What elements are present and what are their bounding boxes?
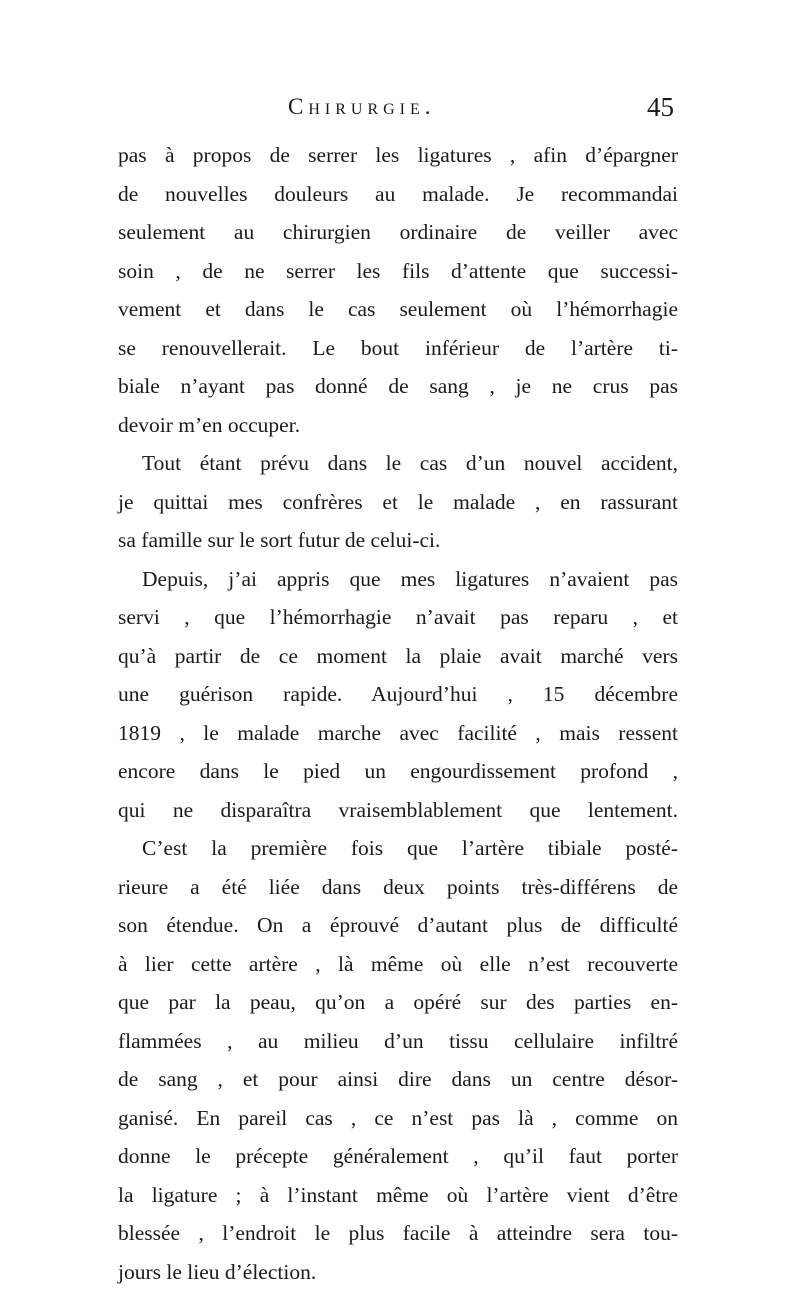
text-line: C’est la première fois que l’artère tibiale posté- — [142, 836, 678, 860]
text-line: soin , de ne serrer les fils d’attente que successi- — [118, 258, 678, 283]
text-line: que par la peau, qu’on a opéré sur des parties en- — [118, 990, 678, 1014]
text-line: flammées , au milieu d’un tissu cellulaire infiltré — [118, 1028, 678, 1053]
text-line: se renouvellerait. Le bout inférieur de l’artère ti- — [118, 335, 678, 360]
text-line: une guérison rapide. Aujourd’hui , 15 décembre — [118, 682, 678, 706]
text-line: Depuis, j’ai appris que mes ligatures n’avaient pas — [142, 566, 678, 591]
text-line: pas à propos de serrer les ligatures , afin d’épargner — [118, 143, 678, 167]
page-number: 45 — [647, 92, 674, 122]
text-line: son étendue. On a éprouvé d’autant plus de difficulté — [118, 913, 678, 937]
text-line: de sang , et pour ainsi dire dans un centre désor- — [118, 1067, 678, 1091]
text-line: je quittai mes confrères et le malade , en rassurant — [118, 489, 678, 514]
text-line: 1819 , le malade marche avec facilité , mais ressent — [118, 720, 678, 745]
text-line: rieure a été liée dans deux points très-différens de — [118, 874, 678, 899]
text-line: Tout étant prévu dans le cas d’un nouvel accident, — [142, 451, 678, 475]
running-head — [118, 92, 678, 132]
text-line: devoir m’en occuper. — [118, 412, 301, 437]
text-line: la ligature ; à l’instant même où l’artère vient d’être — [118, 1182, 678, 1207]
text-line: qui ne disparaîtra vraisemblablement que lentement. — [118, 797, 678, 822]
text-line: servi , que l’hémorrhagie n’avait pas reparu , et — [118, 605, 678, 629]
text-line: seulement au chirurgien ordinaire de veiller avec — [118, 220, 678, 244]
body-text — [118, 136, 678, 1291]
text-line: ganisé. En pareil cas , ce n’est pas là , comme on — [118, 1105, 678, 1130]
text-line: encore dans le pied un engourdissement profond , — [118, 759, 678, 783]
text-line: sa famille sur le sort futur de celui-ci. — [118, 528, 441, 552]
text-line: vement et dans le cas seulement où l’hémorrhagie — [118, 297, 678, 321]
text-line: de nouvelles douleurs au malade. Je recommandai — [118, 181, 678, 206]
text-line: jours le lieu d’élection. — [118, 1259, 317, 1284]
text-line: qu’à partir de ce moment la plaie avait marché vers — [118, 643, 678, 668]
running-title: Chirurgie. — [288, 94, 436, 119]
text-line: donne le précepte généralement , qu’il faut porter — [118, 1144, 678, 1168]
text-line: biale n’ayant pas donné de sang , je ne crus pas — [118, 374, 678, 398]
text-line: à lier cette artère , là même où elle n’est recouverte — [118, 951, 678, 976]
text-line: blessée , l’endroit le plus facile à atteindre sera tou- — [118, 1221, 678, 1245]
